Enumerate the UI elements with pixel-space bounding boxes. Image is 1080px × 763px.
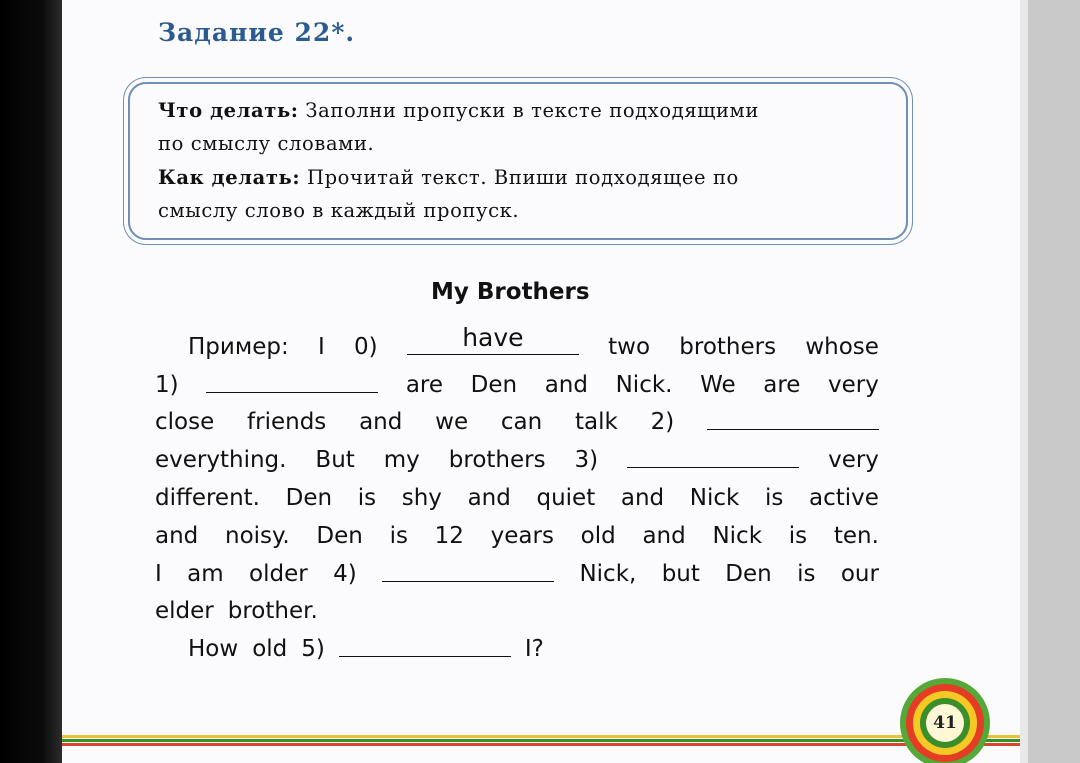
story-word: shy	[401, 485, 442, 511]
story-word: Den	[285, 485, 333, 511]
story-word: brother.	[227, 598, 318, 624]
answer-blank[interactable]	[206, 391, 378, 393]
answer-blank[interactable]	[382, 580, 554, 582]
story-word: is	[788, 523, 808, 549]
instruction-how-line-2: смыслу слово в каждый пропуск.	[158, 199, 520, 222]
answer-blank[interactable]	[707, 428, 879, 430]
instruction-what-line	[158, 99, 759, 122]
story-word: older	[249, 561, 308, 587]
instruction-how-line	[158, 166, 739, 189]
instruction-how-label: Как делать:	[158, 166, 301, 189]
story-word: 0)	[354, 334, 378, 360]
story-word: 3)	[574, 447, 599, 473]
answer-blank[interactable]	[339, 655, 511, 657]
story-line	[155, 477, 879, 511]
story-word: Nick,	[579, 561, 637, 587]
story-word: and	[620, 485, 665, 511]
story-word: brothers	[679, 334, 777, 360]
story-word: and	[642, 523, 686, 549]
story-word: We	[700, 372, 736, 398]
story-word: How	[188, 636, 239, 662]
story-word: we	[435, 409, 469, 435]
story-word: and	[467, 485, 511, 511]
story-word: close	[155, 409, 215, 435]
story-word: 2)	[650, 409, 675, 435]
instruction-what-label: Что делать:	[158, 99, 299, 122]
example-answer-blank	[407, 323, 579, 355]
story-word: very	[828, 372, 879, 398]
story-line	[155, 515, 879, 549]
page-number: 41	[926, 704, 964, 742]
instruction-how-text: Прочитай текст. Впиши подходящее по	[306, 166, 739, 189]
task-title: Задание 22*.	[158, 18, 356, 47]
story-word: noisy.	[225, 523, 290, 549]
next-page-edge	[1020, 0, 1080, 763]
story-word: brothers	[448, 447, 546, 473]
story-word: are	[405, 372, 444, 398]
story-line	[188, 628, 879, 662]
story-word: old	[252, 636, 288, 662]
story-line	[155, 401, 879, 435]
story-word: is	[357, 485, 377, 511]
story-word: very	[828, 447, 879, 473]
story-word: 5)	[301, 636, 325, 662]
story-word: but	[661, 561, 700, 587]
story-word: Nick	[689, 485, 740, 511]
story-line	[155, 553, 879, 587]
story-word: active	[809, 485, 879, 511]
story-word: my	[383, 447, 420, 473]
example-answer: have	[462, 323, 524, 352]
story-word: elder	[155, 598, 214, 624]
page-number-badge	[900, 678, 990, 763]
story-word: two	[608, 334, 651, 360]
story-line	[155, 439, 879, 473]
story-word: whose	[805, 334, 879, 360]
story-word: is	[765, 485, 784, 511]
story-word: Den	[316, 523, 363, 549]
story-word: Nick.	[615, 372, 673, 398]
story-word: and	[359, 409, 403, 435]
story-word: friends	[247, 409, 327, 435]
story-word: 1)	[155, 372, 179, 398]
book-spine-shadow	[0, 0, 70, 763]
story-word: everything.	[155, 447, 287, 473]
story-word: different.	[155, 485, 260, 511]
story-word: talk	[575, 409, 618, 435]
story-word: quiet	[536, 485, 596, 511]
bottom-stripe	[62, 735, 1020, 749]
story-word: Nick	[712, 523, 763, 549]
story-word: Den	[470, 372, 518, 398]
story-word: and	[155, 523, 199, 549]
answer-blank[interactable]	[627, 466, 799, 468]
story-word: is	[389, 523, 408, 549]
story-word: Den	[725, 561, 772, 587]
workbook-page	[62, 0, 1020, 763]
story-word: our	[840, 561, 879, 587]
instruction-what-text: Заполни пропуски в тексте подходящими	[305, 99, 759, 122]
story-word: Пример:	[188, 334, 289, 360]
story-line	[188, 323, 879, 360]
story-word: and	[544, 372, 588, 398]
story-word: 12	[434, 523, 464, 549]
story-word: ten.	[833, 523, 879, 549]
story-word: are	[763, 372, 801, 398]
story-title: My Brothers	[431, 279, 590, 305]
story-word: 4)	[333, 561, 357, 587]
story-word: old	[580, 523, 616, 549]
story-line	[155, 364, 879, 398]
story-word: I	[155, 561, 162, 587]
story-word: can	[500, 409, 543, 435]
story-word: is	[797, 561, 816, 587]
story-line	[155, 590, 879, 624]
story-word: I?	[524, 636, 544, 662]
story-word: years	[490, 523, 554, 549]
story-word: I	[317, 334, 325, 360]
story-word: But	[315, 447, 355, 473]
instruction-what-line-2: по смыслу словами.	[158, 132, 375, 155]
story-word: am	[187, 561, 224, 587]
